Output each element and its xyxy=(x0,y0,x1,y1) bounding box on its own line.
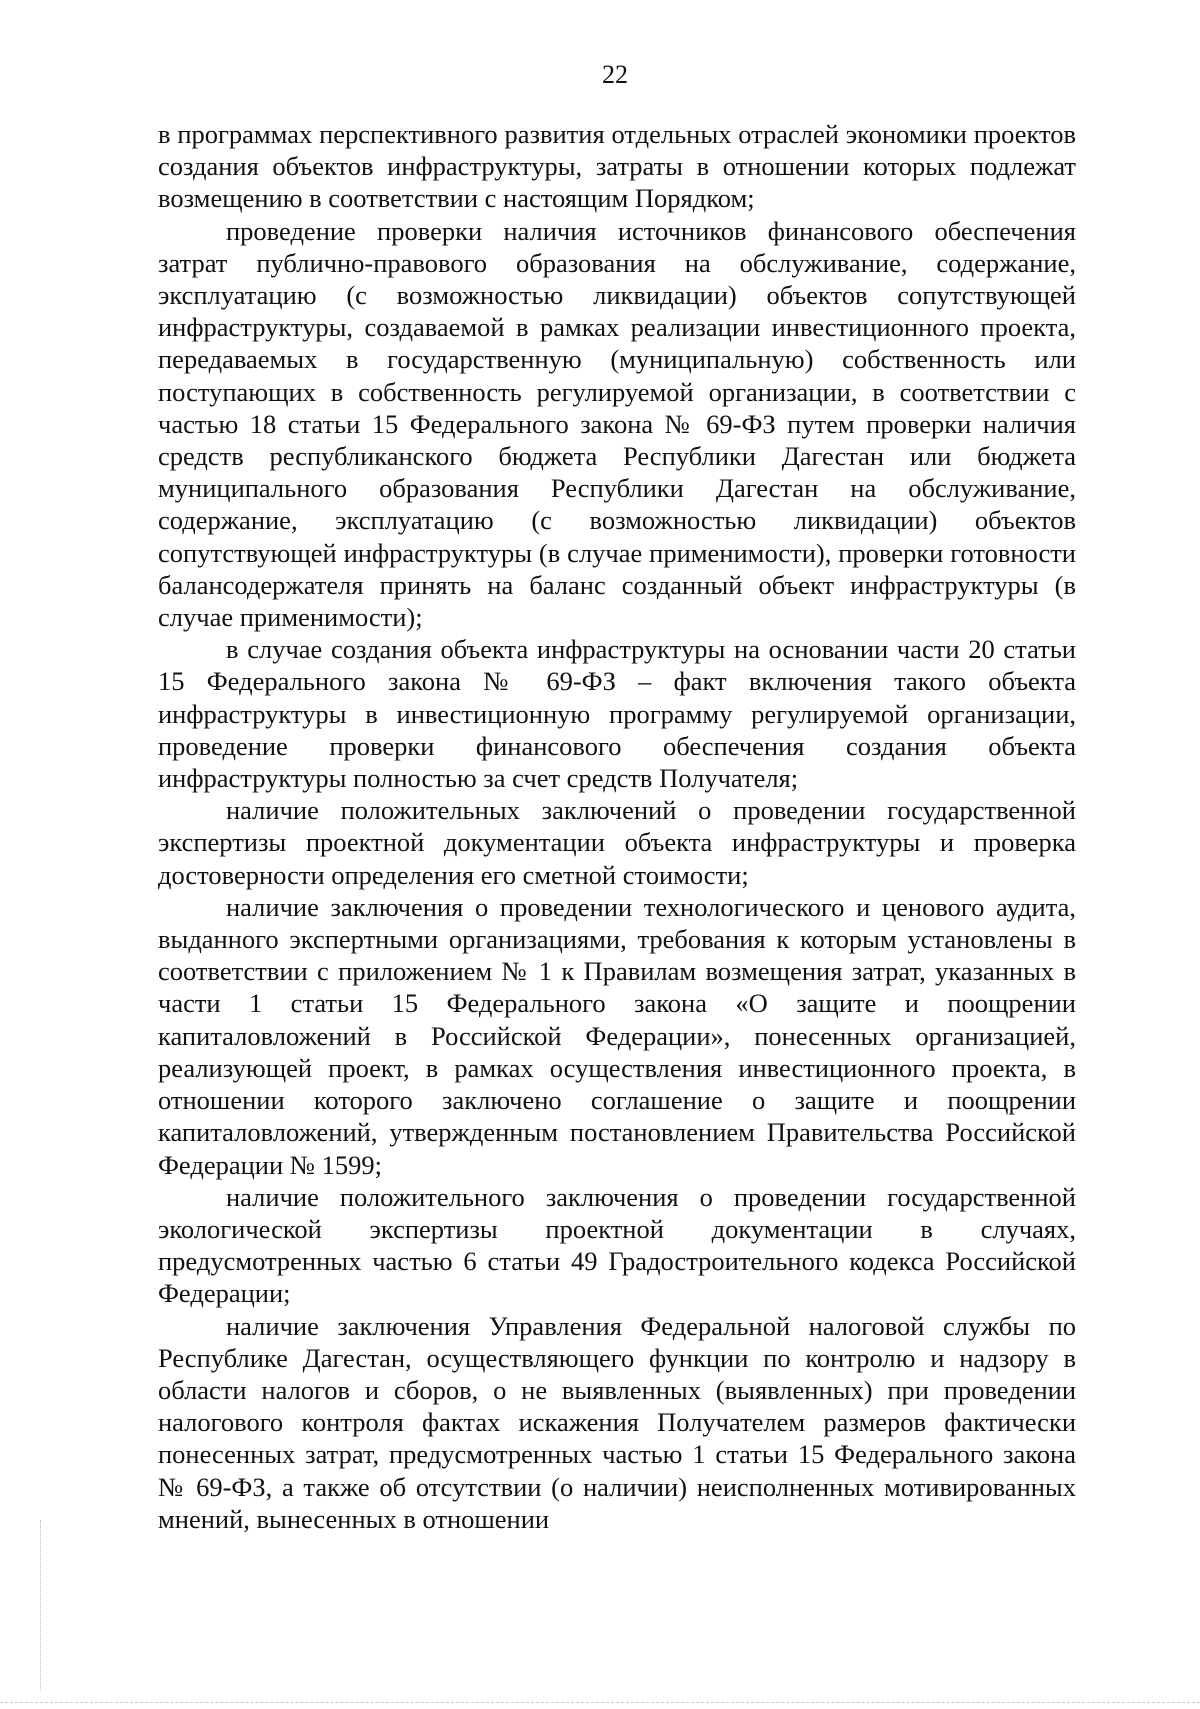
paragraph-6: наличие положительного заключения о проведении государственной экологической экспертизы проектной документации в случаях, предусмотренных частью 6 статьи 49 Градостроительного кодекса Российской Федерации; xyxy=(158,1181,1076,1309)
document-body xyxy=(158,118,1076,1535)
paragraph-4: наличие положительных заключений о проведении государственной экспертизы проектной документации объекта инфраструктуры и проверка достоверности определения его сметной стоимости; xyxy=(158,795,1076,890)
paragraph-1: в программах перспективного развития отдельных отраслей экономики проектов создания объектов инфраструктуры, затраты в отношении которых подлежат возмещению в соответствии с настоящим Порядком; xyxy=(158,119,1076,214)
paragraph-2: проведение проверки наличия источников финансового обеспечения затрат публично-правового образования на обслуживание, содержание, эксплуатацию (с возможностью ликвидации) объектов сопутствующей инфраструктуры, создаваемой в рамках реализации инвестиционного проекта, передаваемых в государственную (муниципальную) собственность или поступающих в собственность регулируемой организации, в соответствии с частью 18 статьи 15 Федерального закона № 69-ФЗ путем проверки наличия средств республиканского бюджета Республики Дагестан или бюджета муниципального образования Республики Дагестан на обслуживание, содержание, эксплуатацию (с возможностью ликвидации) объектов сопутствующей инфраструктуры (в случае применимости), проверки готовности балансодержателя принять на баланс созданный объект инфраструктуры (в случае применимости); xyxy=(158,215,1076,633)
scan-bottom-edge xyxy=(0,1702,1200,1703)
page-number: 22 xyxy=(602,60,628,89)
paragraph-5: наличие заключения о проведении технологического и ценового аудита, выданного экспертными организациями, требования к которым установлены в соответствии с приложением № 1 к Правилам возмещения затрат, указанных в части 1 статьи 15 Федерального закона «О защите и поощрении капиталовложений в Российской Федерации», понесенных организацией, реализующей проект, в рамках осуществления инвестиционного проекта, в отношении которого заключено соглашение о защите и поощрении капиталовложений, утвержденным постановлением Правительства Российской Федерации № 1599; xyxy=(158,891,1076,1180)
scan-edge-mark xyxy=(40,1520,42,1690)
paragraph-3: в случае создания объекта инфраструктуры на основании части 20 статьи 15 Федерального закона № 69-ФЗ – факт включения такого объекта инфраструктуры в инвестиционную программу регулируемой организации, проведение проверки финансового обеспечения создания объекта инфраструктуры полностью за счет средств Получателя; xyxy=(158,634,1076,794)
paragraph-7: наличие заключения Управления Федеральной налоговой службы по Республике Дагестан, осуществляющего функции по контролю и надзору в области налогов и сборов, о не выявленных (выявленных) при проведении налогового контроля фактах искажения Получателем размеров фактически понесенных затрат, предусмотренных частью 1 статьи 15 Федерального закона № 69-ФЗ, а также об отсутствии (о наличии) неисполненных мотивированных мнений, вынесенных в отношении xyxy=(158,1310,1076,1534)
